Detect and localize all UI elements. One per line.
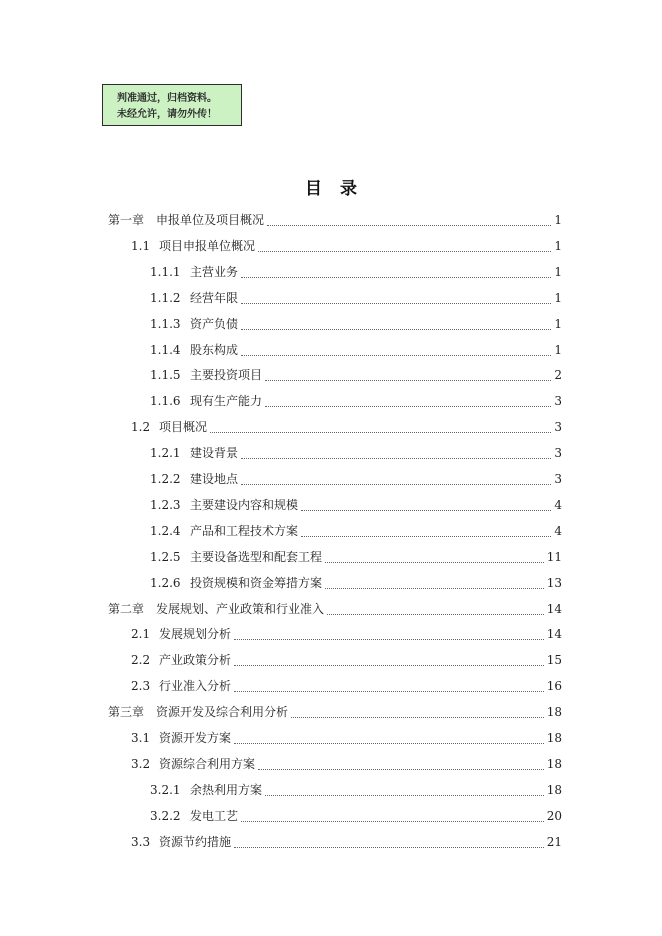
toc-entry-page: 1 [554,342,562,357]
toc-entry-page: 20 [546,808,562,823]
toc-entry-page: 3 [554,446,562,461]
toc-entry-number: 第一章 [108,213,145,227]
toc-entry-page: 1 [554,238,562,253]
toc-entry-number: 1.2.6 [150,575,181,590]
toc-entry-label: 资源开发方案 [159,731,232,745]
toc-dot-leader [234,838,544,848]
toc-entry-label: 发展规划分析 [159,627,232,642]
toc-dot-leader [267,216,551,226]
toc-entry-label: 主要设备选型和配套工程 [190,549,323,564]
toc-entry-number: 1.1.2 [150,290,181,305]
toc-entry-label: 资源开发及综合利用分析 [156,705,289,720]
toc-entry-label: 资产负债 [190,316,239,331]
toc-dot-leader [301,527,551,537]
toc-entry[interactable] [131,833,562,853]
toc-entry-number: 1.1.3 [150,316,181,331]
toc-entry-page: 13 [546,575,562,590]
toc-entry-number: 第三章 [108,705,145,720]
toc-entry-page: 14 [546,627,562,642]
toc-entry-number: 3.2.2 [150,808,181,823]
toc-entry-number: 2.2 [131,653,151,668]
toc-entry-page: 1 [554,264,562,279]
toc-entry-page: 11 [546,549,562,564]
toc-dot-leader [258,760,544,770]
toc-entry-number: 3.1 [131,731,151,745]
toc-entry-label: 资源综合利用方案 [159,756,256,771]
toc-entry-label: 项目申报单位概况 [159,238,256,253]
toc-entry-label: 项目概况 [159,420,208,435]
toc-entry-number: 3.3 [131,834,151,849]
toc-entry[interactable] [150,341,562,361]
toc-entry[interactable] [150,392,562,412]
toc-dot-leader [325,553,544,563]
toc-entry-page: 1 [554,290,562,305]
toc-entry-number: 1.2.1 [150,446,181,461]
toc-entry-label: 申报单位及项目概况 [156,213,265,227]
toc-entry-page: 1 [554,213,562,227]
toc-entry-label: 主要建设内容和规模 [190,497,299,512]
toc-entry-label: 建设地点 [190,472,239,486]
toc-entry[interactable] [131,755,562,775]
approval-notice-box [102,84,242,126]
toc-dot-leader [241,449,551,459]
toc-dot-leader [210,423,551,433]
toc-entry-page: 14 [546,601,562,616]
toc-entry[interactable] [131,625,562,645]
toc-entry-label: 投资规模和资金筹措方案 [190,575,323,590]
toc-entry[interactable] [150,289,562,309]
toc-entry-label: 行业准入分析 [159,679,232,694]
toc-dot-leader [234,734,544,744]
toc-entry[interactable] [150,807,562,827]
toc-entry-number: 1.1.4 [150,342,181,357]
toc-entry-number: 1.2.4 [150,523,181,538]
toc-entry[interactable] [108,703,562,723]
toc-entry-page: 18 [546,731,562,745]
toc-entry-label: 主营业务 [190,264,239,279]
toc-dot-leader [301,501,551,511]
toc-entry-page: 18 [546,705,562,720]
toc-entry[interactable] [150,263,562,283]
toc-entry-page: 2 [554,368,562,383]
toc-entry-label: 主要投资项目 [190,368,263,383]
toc-entry-number: 1.2 [131,420,151,435]
toc-entry-number: 3.2.1 [150,782,181,797]
toc-entry-number: 第二章 [108,601,145,616]
toc-dot-leader [327,605,544,615]
notice-line-2: 未经允许，请勿外传！ [117,109,217,120]
toc-entry-page: 3 [554,394,562,409]
toc-entry[interactable] [150,496,562,516]
page-title: 目录 [305,179,375,199]
toc-dot-leader [234,656,544,666]
toc-entry[interactable] [131,729,562,749]
toc-entry-number: 2.3 [131,679,151,694]
toc-entry-number: 1.1.5 [150,368,181,383]
toc-dot-leader [241,346,551,356]
toc-dot-leader [325,579,544,589]
toc-dot-leader [265,786,544,796]
notice-line-1: 判准通过，归档资料。 [117,93,217,104]
toc-dot-leader [241,268,551,278]
toc-dot-leader [241,475,551,485]
toc-entry-label: 产业政策分析 [159,653,232,668]
toc-entry-page: 4 [554,523,562,538]
toc-dot-leader [265,397,551,407]
toc-entry-page: 4 [554,497,562,512]
toc-dot-leader [234,682,544,692]
toc-entry-number: 1.1 [131,238,151,253]
toc-entry-label: 建设背景 [190,446,239,461]
toc-entry[interactable] [150,574,562,594]
toc-entry-number: 1.2.5 [150,549,181,564]
toc-entry-number: 1.2.3 [150,497,181,512]
toc-entry-page: 18 [546,756,562,771]
toc-entry-number: 1.1.6 [150,394,181,409]
toc-entry-label: 股东构成 [190,342,239,357]
toc-entry[interactable] [150,444,562,464]
toc-entry-page: 18 [546,782,562,797]
toc-entry-number: 1.2.2 [150,472,181,486]
toc-entry[interactable] [108,211,562,231]
toc-entry-number: 2.1 [131,627,151,642]
toc-entry-label: 发展规划、产业政策和行业准入 [156,601,325,616]
toc-entry[interactable] [150,470,562,490]
toc-dot-leader [241,294,551,304]
toc-entry-label: 现有生产能力 [190,394,263,409]
toc-entry[interactable] [150,781,562,801]
toc-dot-leader [234,630,544,640]
toc-entry-page: 1 [554,316,562,331]
toc-entry-page: 3 [554,472,562,486]
toc-entry-page: 3 [554,420,562,435]
toc-entry[interactable] [108,600,562,620]
toc-dot-leader [265,371,551,381]
toc-entry-number: 1.1.1 [150,264,181,279]
toc-dot-leader [241,812,544,822]
toc-entry-label: 经营年限 [190,290,239,305]
toc-entry[interactable] [150,366,562,386]
toc-entry[interactable] [131,418,562,438]
toc-entry-label: 发电工艺 [190,808,239,823]
toc-entry[interactable] [150,315,562,335]
toc-dot-leader [291,708,544,718]
toc-entry-label: 余热利用方案 [190,782,263,797]
toc-entry-page: 15 [546,653,562,668]
toc-entry[interactable] [150,548,562,568]
toc-entry-label: 资源节约措施 [159,834,232,849]
toc-dot-leader [258,242,551,252]
toc-entry[interactable] [131,237,562,257]
toc-entry[interactable] [150,522,562,542]
toc-entry-page: 16 [546,679,562,694]
toc-entry-page: 21 [546,834,562,849]
toc-entry-number: 3.2 [131,756,151,771]
toc-entry[interactable] [131,677,562,697]
toc-entry[interactable] [131,651,562,671]
toc-entry-label: 产品和工程技术方案 [190,523,299,538]
toc-dot-leader [241,320,551,330]
